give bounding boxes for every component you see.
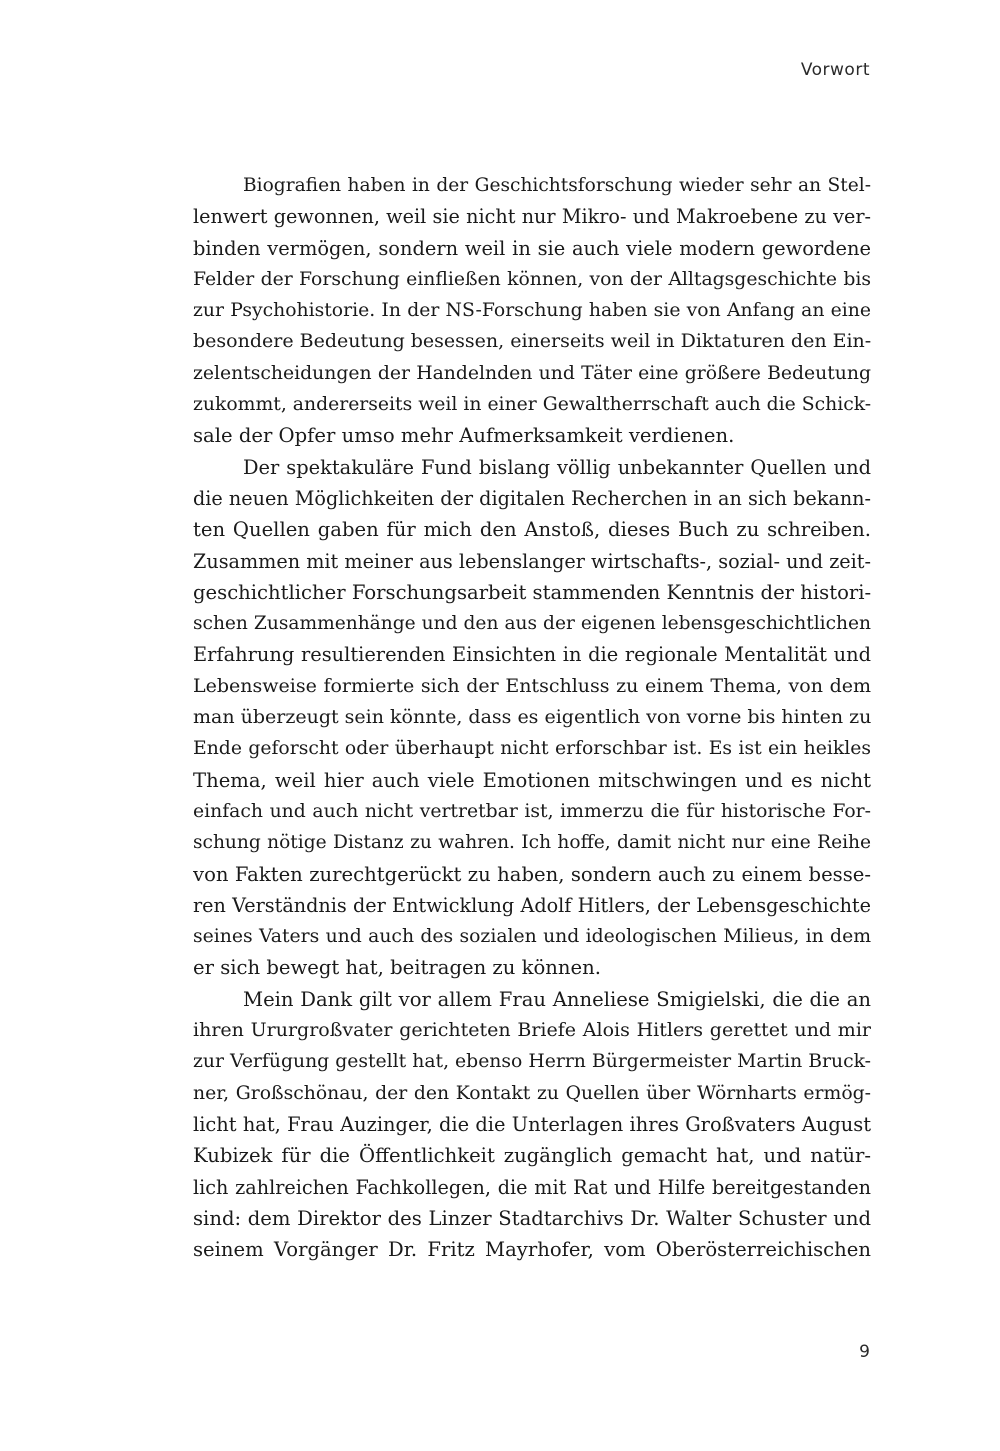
text-line: besondere Bedeutung besessen, einerseits weil in Diktaturen den Ein- bbox=[193, 330, 871, 353]
text-line: Zusammen mit meiner aus lebenslanger wirtschafts-, sozial- und zeit- bbox=[193, 549, 871, 573]
text-line: Felder der Forschung einfließen können, von der Alltagsgeschichte bis bbox=[193, 268, 871, 290]
text-line: von Fakten zurechtgerückt zu haben, sondern auch zu einem besse- bbox=[193, 862, 871, 886]
text-line: sind: dem Direktor des Linzer Stadtarchivs Dr. Walter Schuster und bbox=[193, 1206, 871, 1230]
running-head: Vorwort bbox=[800, 60, 870, 80]
text-line: ner, Großschönau, der den Kontakt zu Quellen über Wörnharts ermög- bbox=[193, 1082, 871, 1104]
text-line: ren Verständnis der Entwicklung Adolf Hitlers, der Lebensgeschichte bbox=[193, 893, 871, 917]
paragraph-2 bbox=[193, 452, 871, 984]
text-line: Lebensweise formierte sich der Entschluss zu einem Thema, von dem bbox=[193, 674, 871, 697]
text-line: Erfahrung resultierenden Einsichten in die regionale Mentalität und bbox=[193, 643, 871, 667]
text-line: Der spektakuläre Fund bislang völlig unbekannter Quellen und bbox=[243, 455, 871, 479]
text-line: man überzeugt sein könnte, dass es eigentlich von vorne bis hinten zu bbox=[193, 706, 871, 729]
text-line: zur Psychohistorie. In der NS-Forschung haben sie von Anfang an eine bbox=[193, 300, 871, 322]
text-line: einfach und auch nicht vertretbar ist, immerzu die für historische For- bbox=[193, 800, 871, 822]
text-line: seinem Vorgänger Dr. Fritz Mayrhofer, vom Oberösterreichischen bbox=[193, 1238, 871, 1262]
text-line: binden vermögen, sondern weil in sie auch viele modern gewordene bbox=[193, 236, 871, 260]
text-line: zur Verfügung gestellt hat, ebenso Herrn Bürgermeister Martin Bruck- bbox=[193, 1051, 871, 1073]
text-line: schen Zusammenhänge und den aus der eigenen lebensgeschichtlichen bbox=[193, 613, 871, 635]
text-line: ihren Ururgroßvater gerichteten Briefe Alois Hitlers gerettet und mir bbox=[193, 1019, 871, 1042]
paragraph-3 bbox=[193, 984, 871, 1266]
text-line: lich zahlreichen Fachkollegen, die mit Rat und Hilfe bereitgestanden bbox=[193, 1175, 871, 1199]
body-text bbox=[193, 170, 871, 1265]
text-line: Kubizek für die Öffentlichkeit zugänglich gemacht hat, und natür- bbox=[193, 1144, 871, 1168]
text-line: licht hat, Frau Auzinger, die die Unterlagen ihres Großvaters August bbox=[193, 1112, 871, 1136]
text-line: geschichtlicher Forschungsarbeit stammenden Kenntnis der histori- bbox=[193, 580, 871, 604]
text-line: die neuen Möglichkeiten der digitalen Recherchen in an sich bekann- bbox=[193, 486, 871, 510]
paragraph-1 bbox=[193, 170, 871, 452]
text-line: zukommt, andererseits weil in einer Gewaltherrschaft auch die Schick- bbox=[193, 394, 871, 416]
text-line: Thema, weil hier auch viele Emotionen mitschwingen und es nicht bbox=[193, 768, 871, 792]
text-line: Mein Dank gilt vor allem Frau Anneliese Smigielski, die die an bbox=[243, 987, 871, 1011]
text-line: Biografien haben in der Geschichtsforschung wieder sehr an Stel- bbox=[243, 175, 871, 196]
text-line: schung nötige Distanz zu wahren. Ich hoffe, damit nicht nur eine Reihe bbox=[193, 832, 871, 854]
text-line: er sich bewegt hat, beitragen zu können. bbox=[193, 956, 601, 980]
text-line: lenwert gewonnen, weil sie nicht nur Mikro- und Makroebene zu ver- bbox=[193, 205, 871, 229]
text-line: zelentscheidungen der Handelnden und Täter eine größere Bedeutung bbox=[193, 362, 871, 384]
text-line: Ende geforscht oder überhaupt nicht erforschbar ist. Es ist ein heikles bbox=[193, 738, 871, 760]
text-line: ten Quellen gaben für mich den Anstoß, dieses Buch zu schreiben. bbox=[193, 518, 871, 542]
text-line: sale der Opfer umso mehr Aufmerksamkeit verdienen. bbox=[193, 424, 735, 448]
text-line: seines Vaters und auch des sozialen und ideologischen Milieus, in dem bbox=[193, 926, 871, 948]
page-number: 9 bbox=[859, 1342, 870, 1362]
